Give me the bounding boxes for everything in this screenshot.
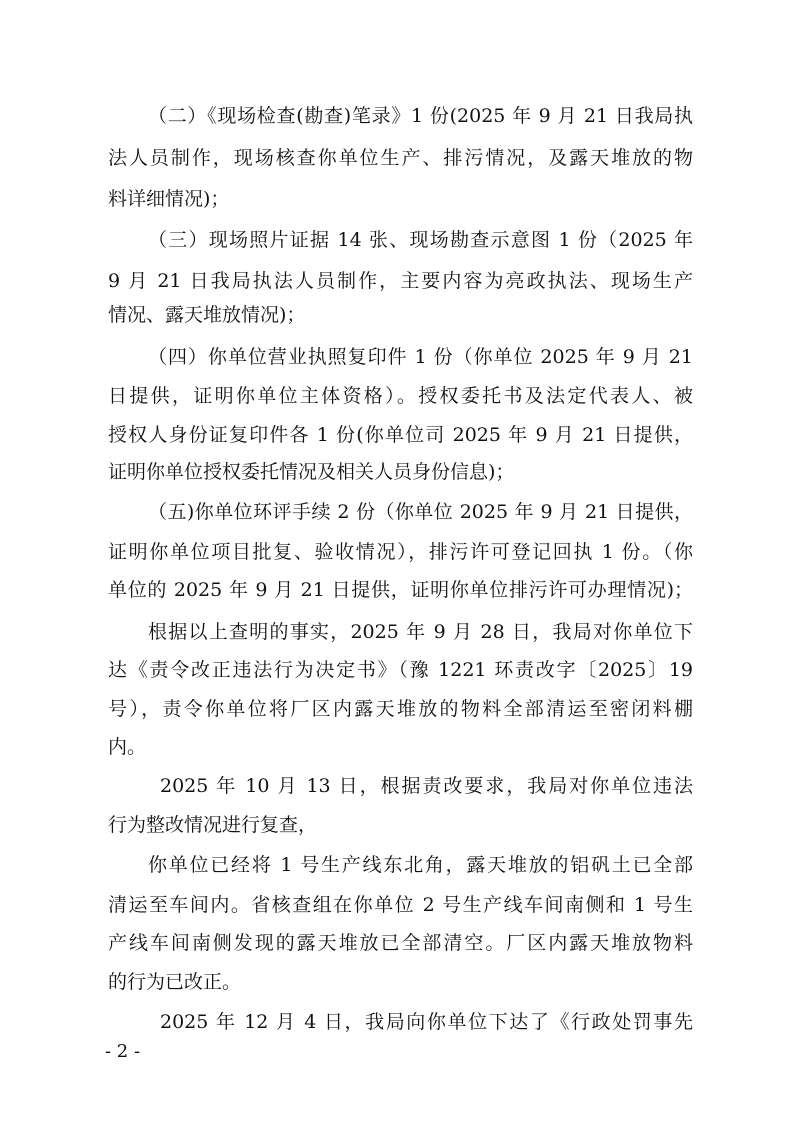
text-line: 行为整改情况进行复查， [108,814,318,836]
page-number: - 2 - [105,1041,141,1062]
text-line: 号），责令你单位将厂区内露天堆放的物料全部清运至密闭料棚 [108,698,693,720]
text-line: 单位的 2025 年 9 月 21 日提供，证明你单位排污许可办理情况)； [108,579,693,601]
text-line: 2025 年 12 月 4 日，我局向你单位下达了《行政处罚事先 [160,1011,693,1033]
text-line: 证明你单位项目批复、验收情况），排污许可登记回执 1 份。（你 [108,541,693,563]
text-line: 证明你单位授权委托情况及相关人员身份信息)； [108,461,515,483]
text-line: 产线车间南侧发现的露天堆放已全部清空。厂区内露天堆放物料 [108,932,693,954]
text-line: （五)你单位环评手续 2 份（你单位 2025 年 9 月 21 日提供， [148,501,693,523]
text-line: 日提供，证明你单位主体资格）。授权委托书及法定代表人、被 [108,385,693,407]
text-line: 的行为已改正。 [108,971,242,993]
text-line: 清运至车间内。省核查组在你单位 2 号生产线车间南侧和 1 号生 [108,894,693,916]
text-line: 授权人身份证复印件各 1 份(你单位司 2025 年 9 月 21 日提供， [108,424,693,446]
text-line: 根据以上查明的事实，2025 年 9 月 28 日，我局对你单位下 [148,621,693,643]
text-line: 内。 [108,736,147,758]
text-line: （四）你单位营业执照复印件 1 份（你单位 2025 年 9 月 21 [148,346,693,368]
text-line: 2025 年 10 月 13 日，根据责改要求，我局对你单位违法 [160,775,693,797]
text-line: 情况、露天堆放情况)； [108,304,306,326]
text-line: 料详细情况)； [108,188,230,210]
text-line: 达《责令改正违法行为决定书》（豫 1221 环责改字〔2025〕19 [108,659,693,681]
text-line: 你单位已经将 1 号生产线东北角，露天堆放的铝矾土已全部 [148,854,693,876]
text-line: 9 月 21 日我局执法人员制作，主要内容为亮政执法、现场生产 [108,270,693,292]
text-line: （三）现场照片证据 14 张、现场勘查示意图 1 份（2025 年 [148,229,693,251]
text-line: 法人员制作，现场核查你单位生产、排污情况，及露天堆放的物 [108,147,693,169]
text-line: （二）《现场检查(勘查)笔录》1 份(2025 年 9 月 21 日我局执 [148,105,693,127]
